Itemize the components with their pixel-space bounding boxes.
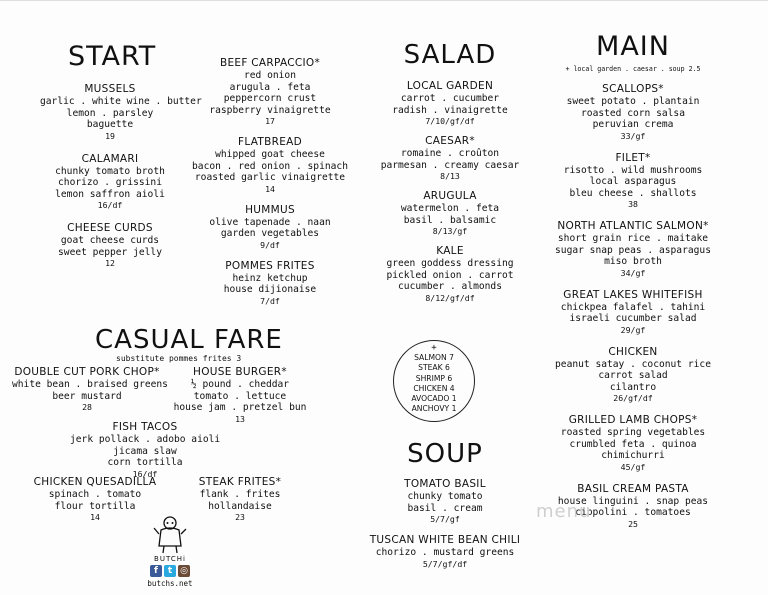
addon-item: AVOCADO 1 xyxy=(411,394,457,404)
menu-item-description: roasted garlic vinaigrette xyxy=(194,172,346,183)
menu-item xyxy=(548,289,718,335)
menu-item-name: POMMES FRITES xyxy=(225,259,315,272)
menu-item-name: CAESAR* xyxy=(425,135,475,147)
menu-item-description: chorizo . grissini xyxy=(58,177,162,188)
menu-item-price: 9/df xyxy=(260,239,280,250)
main-section xyxy=(548,33,718,74)
menu-item xyxy=(365,190,535,236)
watermark: menu xyxy=(536,501,592,522)
facebook-icon[interactable]: f xyxy=(150,565,162,577)
salad-section xyxy=(365,42,535,312)
menu-item-name: FISH TACOS xyxy=(112,421,178,433)
start2-items xyxy=(190,57,350,306)
menu-item-name: CALAMARI xyxy=(81,152,139,165)
menu-item xyxy=(40,83,202,141)
menu-item-price: 29/gf xyxy=(620,324,646,335)
menu-item-name: FILET* xyxy=(615,151,651,164)
menu-item xyxy=(70,421,220,479)
menu-item-price: 7/df xyxy=(260,295,280,306)
menu-item-price: 16/df xyxy=(132,468,158,479)
twitter-icon[interactable]: t xyxy=(164,565,176,577)
menu-item-price: 13 xyxy=(235,413,245,424)
menu-item-description: garden vegetables xyxy=(220,228,320,239)
menu-item xyxy=(365,135,535,181)
menu-item-description: romaine . croûton xyxy=(400,148,500,159)
menu-item-description: tomato . lettuce xyxy=(193,390,287,402)
website-link[interactable]: butchs.net xyxy=(147,579,193,588)
menu-item-description: short grain rice . maitake xyxy=(557,233,709,244)
menu-item-price: 25 xyxy=(628,518,638,529)
menu-item-name: BEEF CARPACCIO* xyxy=(219,57,321,69)
menu-item xyxy=(190,57,350,126)
menu-item xyxy=(365,245,535,303)
menu-item-description: sweet pepper jelly xyxy=(58,246,162,258)
salad-items xyxy=(365,80,535,303)
menu-item-description: jicama slaw xyxy=(113,445,177,457)
menu-item-description: cippolini . tomatoes xyxy=(575,507,691,518)
menu-item-description: pickled onion . carrot xyxy=(386,269,514,281)
menu-item-description: heinz ketchup xyxy=(232,272,308,284)
menu-item xyxy=(12,366,168,412)
butchs-logo xyxy=(140,516,200,588)
menu-item xyxy=(365,80,535,126)
menu-item-description: arugula . feta xyxy=(229,81,311,93)
chef-figure-icon xyxy=(153,516,187,554)
menu-item-description: crumbled feta . quinoa xyxy=(569,438,697,450)
social-links xyxy=(140,565,200,577)
menu-item-description: garlic . white wine . butter xyxy=(40,96,202,107)
menu-item-description: raspberry vinaigrette xyxy=(209,104,331,116)
menu-item-name: GRILLED LAMB CHOPS* xyxy=(568,414,698,426)
menu-item-name: GREAT LAKES WHITEFISH xyxy=(563,288,703,301)
menu-item-description: sugar snap peas . asparagus xyxy=(555,244,711,256)
menu-item xyxy=(190,204,350,250)
menu-item-name: FLATBREAD xyxy=(237,136,302,148)
menu-item-description: watermelon . feta xyxy=(400,203,500,214)
start2-section xyxy=(190,57,350,316)
menu-item-name: MUSSELS xyxy=(84,83,136,95)
menu-item-description: radish . vinaigrette xyxy=(392,104,508,116)
menu-item-description: roasted corn salsa xyxy=(581,107,685,119)
menu-item-description: red onion xyxy=(244,70,296,81)
menu-item-price: 14 xyxy=(265,183,275,194)
menu-item xyxy=(170,366,310,424)
menu-item-price: 23 xyxy=(235,512,245,522)
casual-section xyxy=(30,327,310,364)
menu-item-description: parmesan . creamy caesar xyxy=(380,159,520,171)
menu-item-description: peruvian crema xyxy=(592,119,674,130)
menu-item-price: 5/7/gf/df xyxy=(422,558,468,569)
menu-item-description: beer mustard xyxy=(52,390,122,402)
menu-item-description: ½ pound . cheddar xyxy=(190,379,290,390)
addons-plus: + xyxy=(431,343,437,353)
menu-item-description: basil . balsamic xyxy=(403,214,497,226)
menu-item-name: HOUSE BURGER* xyxy=(193,366,287,378)
casual-title: CASUAL FARE xyxy=(95,325,283,355)
menu-item-price: 34/gf xyxy=(620,267,646,278)
menu-item-name: NORTH ATLANTIC SALMON* xyxy=(557,220,709,232)
menu-item-description: peanut satay . coconut rice xyxy=(555,358,711,370)
menu-item-description: carrot . cucumber xyxy=(400,93,500,104)
menu-item xyxy=(360,534,530,569)
menu-item-description: local asparagus xyxy=(589,176,677,187)
main-items-wrap xyxy=(548,83,718,540)
start-title: START xyxy=(68,41,157,72)
soup-items xyxy=(360,478,530,569)
menu-item-description: house linguini . snap peas xyxy=(557,495,709,507)
menu-item-price: 14 xyxy=(90,512,100,522)
main-title: MAIN xyxy=(596,31,670,62)
menu-item-name: KALE xyxy=(436,245,464,257)
start-items xyxy=(40,83,202,268)
logo-name: BUTCHi xyxy=(154,555,186,563)
menu-item xyxy=(548,346,718,404)
main-subtitle: + local garden . caesar . soup 2.5 xyxy=(565,65,701,73)
menu-item-description: lemon saffron aioli xyxy=(55,188,165,200)
menu-item-price: 8/13 xyxy=(440,171,460,181)
menu-item xyxy=(40,153,180,211)
menu-item-description: olive tapenade . naan xyxy=(209,216,331,228)
menu-item-price: 45/gf xyxy=(620,461,646,472)
menu-item-price: 28 xyxy=(82,402,92,412)
menu-item-description: cilantro xyxy=(609,381,657,393)
menu-item xyxy=(190,136,350,194)
menu-item xyxy=(548,83,718,141)
soup-title: SOUP xyxy=(407,439,483,469)
menu-item-price: 33/gf xyxy=(620,130,646,141)
menu-item-price: 8/12/gf/df xyxy=(425,292,475,303)
menu-item-description: flank . frites xyxy=(199,489,281,500)
menu-item-description: peppercorn crust xyxy=(223,93,317,104)
menu-item-price: 16/df xyxy=(97,200,123,210)
menu-item xyxy=(360,478,530,524)
menu-item-description: cucumber . almonds xyxy=(398,281,502,292)
menu-item-price: 7/10/gf/df xyxy=(425,116,475,126)
start-section xyxy=(40,41,202,280)
salad-title: SALAD xyxy=(403,40,497,70)
main-items xyxy=(548,83,718,529)
menu-item-name: CHEESE CURDS xyxy=(67,222,153,234)
menu-item-description: risotto . wild mushrooms xyxy=(563,164,703,176)
addon-item: ANCHOVY 1 xyxy=(411,404,457,414)
casual-item-slot-2 xyxy=(170,366,310,424)
menu-item-description: sweet potato . plantain xyxy=(566,96,700,107)
menu-item-price: 8/13/gf xyxy=(432,226,468,236)
menu-item-description: roasted spring vegetables xyxy=(560,427,706,438)
addons-circle xyxy=(393,340,475,422)
menu-item-description: house dijionaise xyxy=(223,284,317,295)
menu-item xyxy=(548,152,718,210)
menu-item-description: green goddess dressing xyxy=(386,258,514,269)
menu-item-name: HUMMUS xyxy=(245,203,295,216)
addon-item: SHRIMP 6 xyxy=(415,373,453,383)
addons-list xyxy=(394,353,474,415)
menu-item-name: ARUGULA xyxy=(423,190,477,202)
menu-item-description: chickpea falafel . tahini xyxy=(560,301,706,313)
menu-item-price: 12 xyxy=(105,258,115,268)
menu-item-description: house jam . pretzel bun xyxy=(173,402,307,413)
menu-item-name: CHICKEN QUESADILLA xyxy=(33,476,157,488)
menu-item-name: TOMATO BASIL xyxy=(404,478,486,490)
menu-item-description: goat cheese curds xyxy=(60,235,160,246)
addon-item: STEAK 6 xyxy=(418,363,450,373)
menu-item-price: 17 xyxy=(265,116,275,126)
menu-item-description: basil . cream xyxy=(407,502,483,514)
menu-item xyxy=(190,260,350,306)
menu-item-description: spinach . tomato xyxy=(48,489,142,500)
menu-item-name: BASIL CREAM PASTA xyxy=(577,482,689,495)
casual-item-slot-3 xyxy=(70,421,220,479)
casual-item-slot-1 xyxy=(12,366,168,412)
menu-item-description: carrot salad xyxy=(598,370,668,381)
menu-item xyxy=(548,414,718,472)
menu-item-name: LOCAL GARDEN xyxy=(406,80,494,92)
menu-item-description: flour tortilla xyxy=(54,500,136,512)
menu-item-description: lemon . parsley xyxy=(66,107,154,119)
menu-item-description: israeli cucumber salad xyxy=(569,313,697,324)
menu-item-name: CHICKEN xyxy=(608,345,658,358)
menu-item-name: SCALLOPS* xyxy=(602,83,664,95)
addon-item: SALMON 7 xyxy=(414,353,454,362)
casual-subtitle: substitute pommes frites 3 xyxy=(116,354,242,363)
menu-item-price: 26/gf/df xyxy=(613,393,653,403)
menu-item-description: miso broth xyxy=(604,256,662,267)
menu-item-description: jerk pollack . adobo aioli xyxy=(70,434,221,445)
menu-item-description: corn tortilla xyxy=(107,457,183,468)
menu-item-name: TUSCAN WHITE BEAN CHILI xyxy=(369,534,521,546)
menu-item-description: chimichurri xyxy=(601,450,665,461)
instagram-icon[interactable]: ◎ xyxy=(178,565,190,577)
menu-item-description: bacon . red onion . spinach xyxy=(192,160,348,172)
menu-item-description: bleu cheese . shallots xyxy=(569,187,697,199)
menu-item xyxy=(40,222,180,268)
menu-item xyxy=(548,220,718,278)
soup-section xyxy=(360,441,530,579)
menu-item-price: 5/7/gf xyxy=(430,514,460,524)
menu-item-name: STEAK FRITES* xyxy=(198,476,282,488)
menu-item-price: 38 xyxy=(628,199,638,209)
menu-item-description: white bean . braised greens xyxy=(12,379,168,390)
menu-item-description: chorizo . mustard greens xyxy=(375,547,515,558)
menu-item-name: DOUBLE CUT PORK CHOP* xyxy=(14,366,160,378)
menu-item-description: chunky tomato xyxy=(407,491,483,502)
menu-item-description: hollandaise xyxy=(208,500,272,512)
addon-item: CHICKEN 4 xyxy=(413,383,455,393)
menu-item-price: 19 xyxy=(105,130,115,141)
menu-item-description: whipped goat cheese xyxy=(215,149,325,160)
menu-item-description: chunky tomato broth xyxy=(55,165,165,177)
menu-item-description: baguette xyxy=(86,119,134,130)
